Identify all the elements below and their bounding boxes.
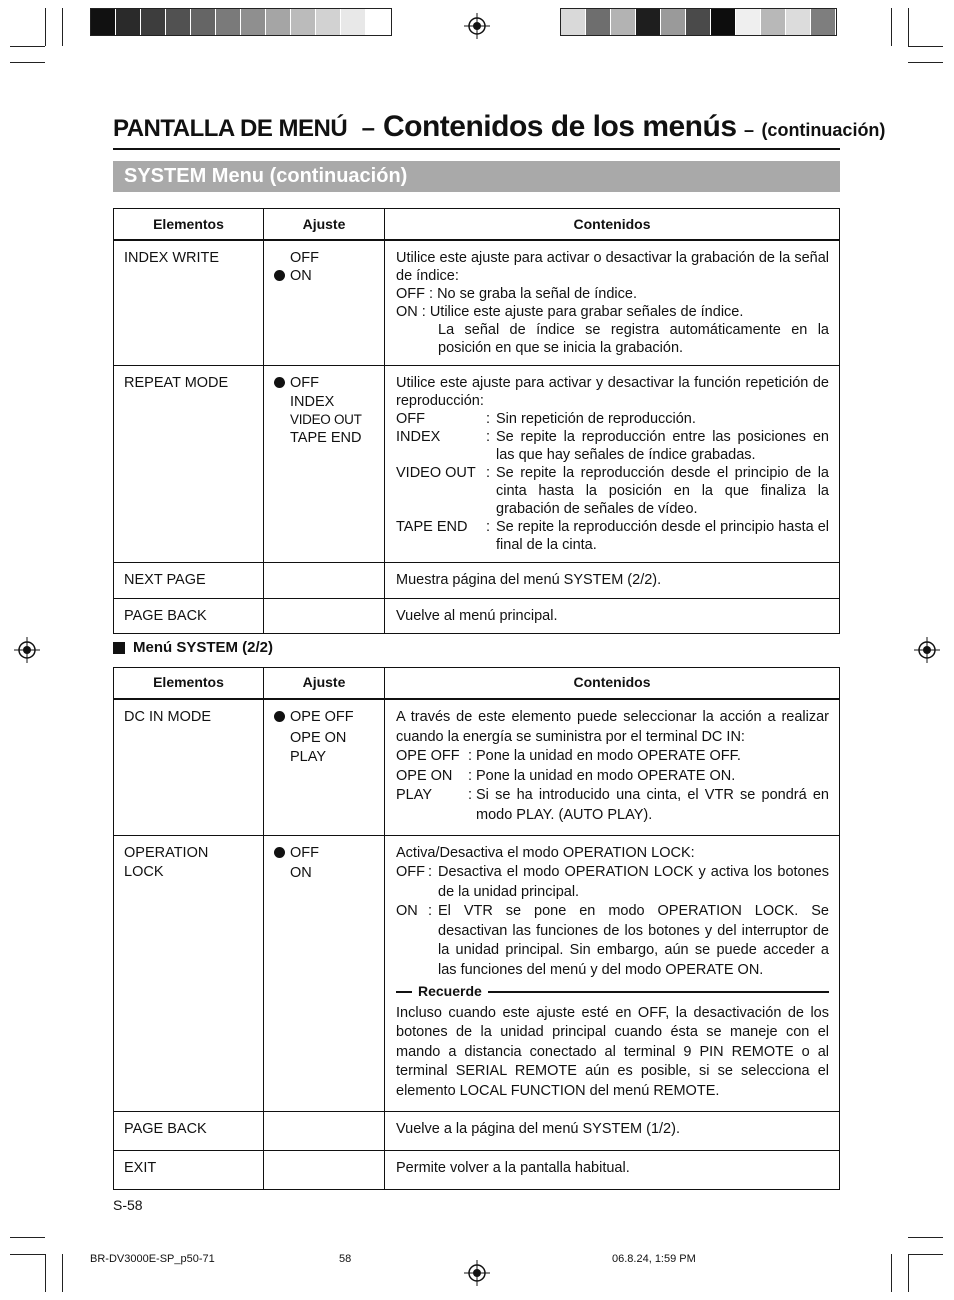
crop-mark bbox=[45, 8, 46, 46]
color-bar-left bbox=[90, 8, 392, 36]
color-swatch bbox=[686, 9, 711, 35]
color-swatch bbox=[266, 9, 291, 35]
item-name: PAGE BACK bbox=[114, 599, 264, 634]
table-header-row bbox=[114, 209, 840, 241]
menu-table-system-2 bbox=[113, 667, 840, 1190]
default-dot-icon bbox=[274, 847, 285, 858]
registration-mark-icon bbox=[914, 637, 940, 663]
section-band-label: SYSTEM Menu (continuación) bbox=[124, 165, 408, 187]
crop-mark bbox=[891, 1254, 892, 1292]
color-swatch bbox=[291, 9, 316, 35]
item-description: Vuelve al menú principal. bbox=[385, 599, 840, 634]
table-row bbox=[114, 240, 840, 366]
color-swatch bbox=[736, 9, 761, 35]
crop-mark bbox=[908, 8, 909, 46]
color-swatch bbox=[316, 9, 341, 35]
section-band bbox=[113, 161, 840, 192]
default-dot-icon bbox=[274, 711, 285, 722]
item-description: Muestra página del menú SYSTEM (2/2). bbox=[385, 563, 840, 599]
item-description: A través de este elemento puede seleccionar la acción a realizar cuando la energía se suministra por el terminal DC IN: OPE OFF : Pone la unidad en modo OPERATE OFF. OPE ON : Pone la unidad en modo OPERATE ON. PLAY : Si se ha introducido una cinta, el VTR se pondrá en modo PLAY. (AUTO PLAY). bbox=[385, 699, 840, 835]
item-name: INDEX WRITE bbox=[114, 240, 264, 366]
registration-mark-icon bbox=[464, 1260, 490, 1286]
color-swatch bbox=[216, 9, 241, 35]
color-swatch bbox=[561, 9, 586, 35]
header-ajuste: Ajuste bbox=[264, 209, 385, 241]
setting-options: OFF ON bbox=[264, 835, 385, 1111]
header-contenidos: Contenidos bbox=[385, 668, 840, 700]
setting-options bbox=[264, 240, 385, 366]
crop-mark bbox=[10, 46, 45, 47]
table-row bbox=[114, 699, 840, 835]
color-swatch bbox=[611, 9, 636, 35]
color-swatch bbox=[91, 9, 116, 35]
table-row bbox=[114, 563, 840, 599]
table-row bbox=[114, 835, 840, 1111]
color-bar-right bbox=[560, 8, 837, 36]
crop-mark bbox=[10, 1237, 45, 1238]
option-off: OFF bbox=[290, 250, 319, 266]
color-swatch bbox=[586, 9, 611, 35]
subheading: Menú SYSTEM (2/2) bbox=[113, 639, 273, 656]
option-on: ON bbox=[290, 268, 312, 284]
setting-options: OFF INDEX VIDEO OUT TAPE END bbox=[264, 366, 385, 563]
color-swatch bbox=[636, 9, 661, 35]
crop-mark bbox=[62, 8, 63, 46]
crop-mark bbox=[62, 1254, 63, 1292]
note-heading: Recuerde bbox=[396, 982, 829, 1002]
color-swatch bbox=[166, 9, 191, 35]
crop-mark bbox=[45, 1254, 46, 1292]
crop-mark bbox=[10, 1254, 45, 1255]
title-dash: – bbox=[361, 115, 375, 142]
crop-mark bbox=[908, 62, 943, 63]
table-header-row bbox=[114, 668, 840, 700]
item-description: Utilice este ajuste para activar y desactivar la función repetición de reproducción: OFF : Sin repetición de reproducción. INDEX : Se repite la reproducción entre las posiciones en las que hay señales de índice grabadas. VIDEO OUT : Se repite la reproducción desde el principio de la cinta hasta la posición en la que finaliza la grabación de señales de vídeo. TAPE END : Se repite la reproducción desde el principio hasta el final de la cinta. bbox=[385, 366, 840, 563]
default-dot-icon bbox=[274, 270, 285, 281]
color-swatch bbox=[811, 9, 836, 35]
setting-options: OPE OFF OPE ON PLAY bbox=[264, 699, 385, 835]
item-description: Utilice este ajuste para activar o desactivar la grabación de la señal de índice: OFF : No se graba la señal de índice. ON : Utilice este ajuste para grabar señales de índice. La señal de índice se registra automáticamente en la posición en que se inicia la grabación. bbox=[385, 240, 840, 366]
item-name: PAGE BACK bbox=[114, 1111, 264, 1150]
color-swatch bbox=[761, 9, 786, 35]
item-description: Vuelve a la página del menú SYSTEM (1/2). bbox=[385, 1111, 840, 1150]
default-dot-icon bbox=[274, 377, 285, 388]
table-row bbox=[114, 366, 840, 563]
item-name: OPERATION LOCK bbox=[114, 835, 264, 1111]
crop-mark bbox=[908, 1254, 909, 1292]
item-description: Permite volver a la pantalla habitual. bbox=[385, 1150, 840, 1189]
registration-mark-icon bbox=[464, 13, 490, 39]
table-row bbox=[114, 1111, 840, 1150]
footer-page: 58 bbox=[339, 1253, 352, 1265]
color-swatch bbox=[191, 9, 216, 35]
crop-mark bbox=[908, 46, 943, 47]
registration-mark-icon bbox=[14, 637, 40, 663]
color-swatch bbox=[366, 9, 391, 35]
crop-mark bbox=[908, 1254, 943, 1255]
color-swatch bbox=[241, 9, 266, 35]
color-swatch bbox=[711, 9, 736, 35]
color-swatch bbox=[116, 9, 141, 35]
footer-date: 06.8.24, 1:59 PM bbox=[612, 1253, 696, 1265]
title-dash: – bbox=[743, 120, 754, 140]
title-main: Contenidos de los menús bbox=[382, 110, 737, 143]
item-name: NEXT PAGE bbox=[114, 563, 264, 599]
footer-filename: BR-DV3000E-SP_p50-71 bbox=[90, 1253, 215, 1265]
crop-mark bbox=[10, 62, 45, 63]
item-name: EXIT bbox=[114, 1150, 264, 1189]
page-number: S-58 bbox=[113, 1197, 143, 1213]
color-swatch bbox=[141, 9, 166, 35]
title-section: PANTALLA DE MENÚ bbox=[113, 115, 348, 142]
header-contenidos: Contenidos bbox=[385, 209, 840, 241]
note-text: Incluso cuando este ajuste esté en OFF, la desactivación de los botones de la unidad principal cuando ésta se maneje con el mando a distancia conectado al terminal 9 PIN REMOTE o al terminal SERIAL REMOTE aún es posible, si se selecciona el elemento LOCAL FUNCTION del menú REMOTE. bbox=[396, 1004, 829, 1099]
page-title bbox=[113, 110, 886, 150]
header-elementos: Elementos bbox=[114, 668, 264, 700]
square-bullet-icon bbox=[113, 642, 125, 654]
item-name: REPEAT MODE bbox=[114, 366, 264, 563]
color-swatch bbox=[786, 9, 811, 35]
color-swatch bbox=[661, 9, 686, 35]
crop-mark bbox=[891, 8, 892, 46]
item-description: Activa/Desactiva el modo OPERATION LOCK: OFF : Desactiva el modo OPERATION LOCK y activa los botones de la unidad principal. ON : El VTR se pone en modo OPERATION LOCK. Se desactivan las funciones de los botones y del interruptor de la unidad principal. Sin embargo, aún se puede acceder a las funciones del menú y del modo OPERATE ON. Recuerde Incluso cuando este ajuste esté en OFF, la desactivación de los botones de la unidad principal cuando ésta se maneje con el mando a distancia conectado al terminal 9 PIN REMOTE o al terminal SERIAL REMOTE aún es posible, si se selecciona el elemento LOCAL FUNCTION del menú REMOTE. bbox=[385, 835, 840, 1111]
table-row bbox=[114, 1150, 840, 1189]
color-swatch bbox=[341, 9, 366, 35]
title-continuation: (continuación) bbox=[761, 120, 886, 140]
menu-table-system-1 bbox=[113, 208, 840, 634]
header-elementos: Elementos bbox=[114, 209, 264, 241]
table-row bbox=[114, 599, 840, 634]
header-ajuste: Ajuste bbox=[264, 668, 385, 700]
item-name: DC IN MODE bbox=[114, 699, 264, 835]
crop-mark bbox=[908, 1237, 943, 1238]
